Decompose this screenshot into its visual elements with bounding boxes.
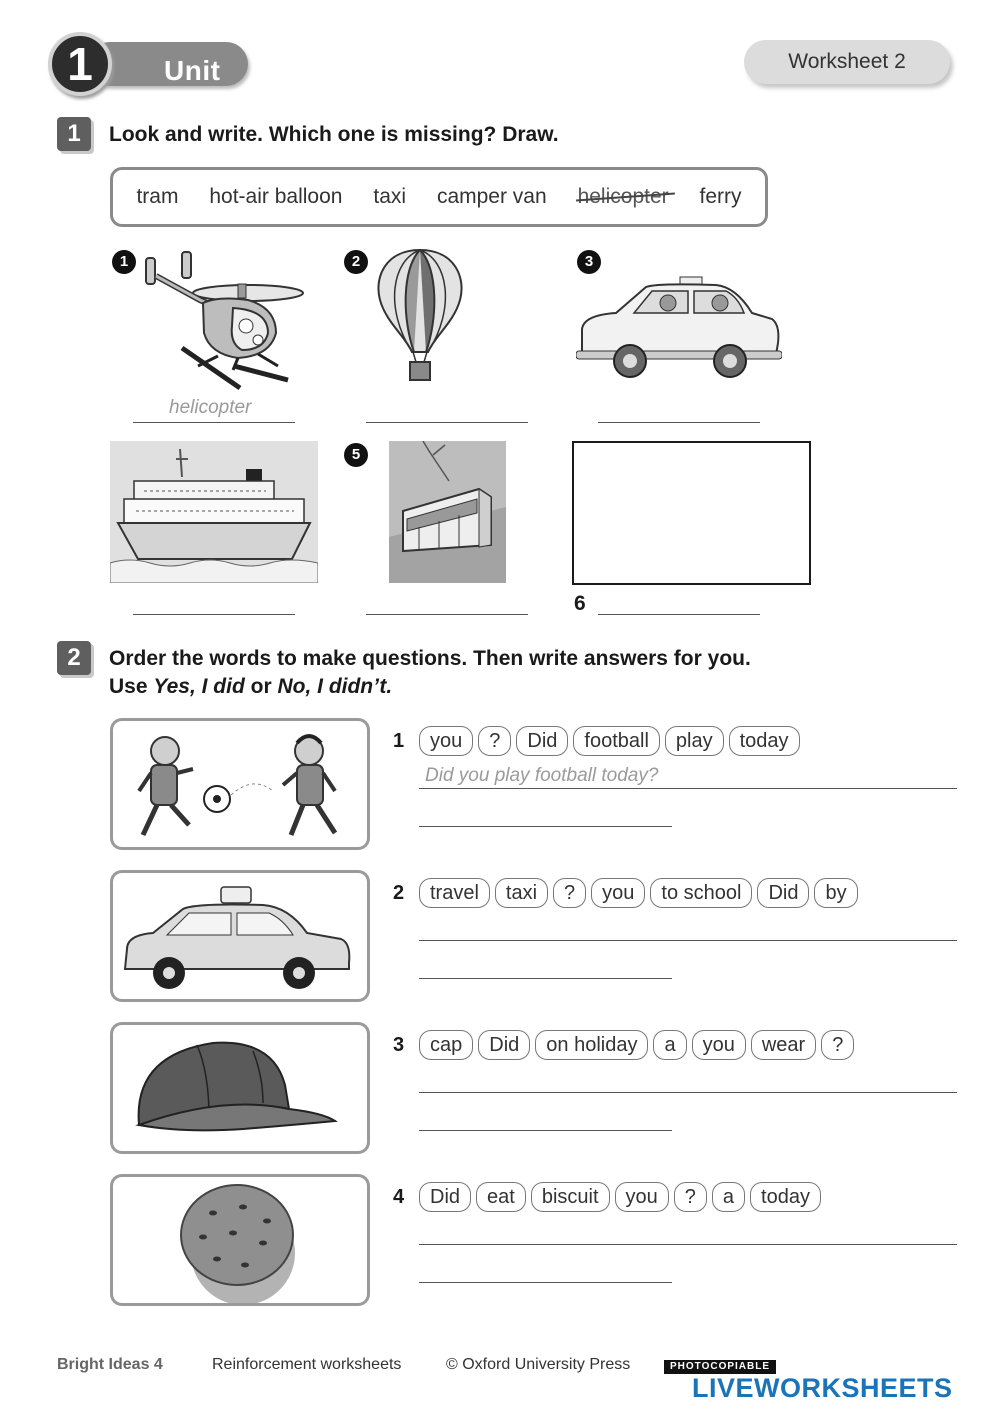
word-chips xyxy=(419,1030,854,1060)
biscuit-picture-box xyxy=(110,1174,370,1306)
helicopter-picture xyxy=(138,248,308,393)
word-chip[interactable]: ? xyxy=(821,1030,854,1060)
word-chip[interactable]: football xyxy=(573,726,660,756)
taxi-picture xyxy=(576,273,782,383)
question-answer-line[interactable] xyxy=(419,1221,957,1245)
unit-label: Unit xyxy=(164,55,221,86)
question-number: 3 xyxy=(393,1034,405,1056)
word-chip[interactable]: Did xyxy=(478,1030,530,1060)
word-chip[interactable]: wear xyxy=(751,1030,816,1060)
word-chip[interactable]: play xyxy=(665,726,724,756)
hot-air-balloon-picture xyxy=(370,248,470,386)
word-chip[interactable]: today xyxy=(729,726,800,756)
item-6-number: 6 xyxy=(574,592,586,615)
short-answer-line[interactable] xyxy=(419,803,672,827)
answer-line[interactable] xyxy=(366,399,528,423)
football-boys-picture xyxy=(113,721,367,847)
word-bank-item-crossed: helicopter xyxy=(577,185,669,208)
word-bank xyxy=(110,167,768,227)
word-chip[interactable]: today xyxy=(750,1182,821,1212)
answer-line[interactable] xyxy=(598,591,760,615)
word-chip[interactable]: taxi xyxy=(495,878,548,908)
word-chip[interactable]: Did xyxy=(516,726,568,756)
unit-badge xyxy=(48,32,221,96)
word-bank-item: ferry xyxy=(699,185,742,208)
question-answer-line[interactable] xyxy=(419,1069,957,1093)
word-chip[interactable]: on holiday xyxy=(535,1030,648,1060)
worksheet-label: Worksheet 2 xyxy=(744,40,950,84)
question-number: 1 xyxy=(393,730,405,752)
word-bank-item: hot-air balloon xyxy=(209,185,343,208)
short-answer-line[interactable] xyxy=(419,1259,672,1283)
exercise-2-instruction: Order the words to make questions. Then write answers for you. xyxy=(109,647,751,670)
answer-line[interactable] xyxy=(133,399,295,423)
photocopiable-badge: PHOTOCOPIABLE xyxy=(664,1360,776,1374)
question-answer-line[interactable] xyxy=(419,765,957,789)
footer-subtitle: Reinforcement worksheets xyxy=(212,1356,402,1373)
word-chip[interactable]: a xyxy=(712,1182,745,1212)
drawing-box[interactable] xyxy=(572,441,811,585)
exercise-2-instruction-line2 xyxy=(109,673,751,701)
text-no: No, I didn’t. xyxy=(277,675,393,698)
biscuit-picture xyxy=(113,1177,367,1303)
word-chip[interactable]: cap xyxy=(419,1030,473,1060)
word-chip[interactable]: Did xyxy=(757,878,809,908)
football-picture xyxy=(110,718,370,850)
word-bank-item: camper van xyxy=(436,185,547,208)
exercise-2-number: 2 xyxy=(57,641,91,675)
tram-picture xyxy=(389,441,506,583)
word-chip[interactable]: biscuit xyxy=(531,1182,610,1212)
word-chip[interactable]: by xyxy=(814,878,857,908)
liveworksheets-brand[interactable]: LIVEWORKSHEETS xyxy=(692,1373,953,1403)
exercise-2-title xyxy=(109,645,751,701)
question-answer-line[interactable] xyxy=(419,917,957,941)
answer-line[interactable] xyxy=(598,399,760,423)
word-bank-item: tram xyxy=(136,185,179,208)
footer-series: Bright Ideas 4 xyxy=(57,1356,163,1373)
exercise-1-number: 1 xyxy=(57,117,91,151)
item-number: 1 xyxy=(112,250,136,274)
cap-picture-box xyxy=(110,1022,370,1154)
word-chip[interactable]: ? xyxy=(553,878,586,908)
text-use: Use xyxy=(109,675,148,698)
word-chip[interactable]: ? xyxy=(674,1182,707,1212)
word-chip[interactable]: you xyxy=(692,1030,746,1060)
word-chips xyxy=(419,726,800,756)
answer-line[interactable] xyxy=(133,591,295,615)
unit-number-circle xyxy=(48,32,112,96)
question-number: 4 xyxy=(393,1186,405,1208)
unit-number: 1 xyxy=(67,38,93,90)
word-chip[interactable]: to school xyxy=(650,878,752,908)
word-bank-item: taxi xyxy=(373,185,407,208)
item-number: 3 xyxy=(577,250,601,274)
text-yes: Yes, I did xyxy=(153,675,245,698)
word-chips xyxy=(419,1182,821,1212)
text-or: or xyxy=(250,675,272,698)
ferry-picture xyxy=(110,441,318,583)
word-chip[interactable]: you xyxy=(419,726,473,756)
exercise-1-title: Look and write. Which one is missing? Draw. xyxy=(109,123,559,146)
taxi-car-picture xyxy=(113,873,367,999)
word-chips xyxy=(419,878,858,908)
word-chip[interactable]: you xyxy=(591,878,645,908)
unit-pill xyxy=(88,42,248,86)
word-chip[interactable]: a xyxy=(653,1030,686,1060)
word-chip[interactable]: travel xyxy=(419,878,490,908)
cap-picture xyxy=(113,1025,367,1151)
footer-copyright: © Oxford University Press xyxy=(446,1356,631,1373)
answer-line[interactable] xyxy=(366,591,528,615)
example-question: Did you play football today? xyxy=(425,765,659,786)
short-answer-line[interactable] xyxy=(419,1107,672,1131)
item-number: 5 xyxy=(344,443,368,467)
question-number: 2 xyxy=(393,882,405,904)
item-number: 2 xyxy=(344,250,368,274)
taxi-picture-box xyxy=(110,870,370,1002)
example-answer: helicopter xyxy=(169,397,252,418)
short-answer-line[interactable] xyxy=(419,955,672,979)
word-chip[interactable]: Did xyxy=(419,1182,471,1212)
word-chip[interactable]: you xyxy=(615,1182,669,1212)
word-chip[interactable]: ? xyxy=(478,726,511,756)
word-chip[interactable]: eat xyxy=(476,1182,526,1212)
